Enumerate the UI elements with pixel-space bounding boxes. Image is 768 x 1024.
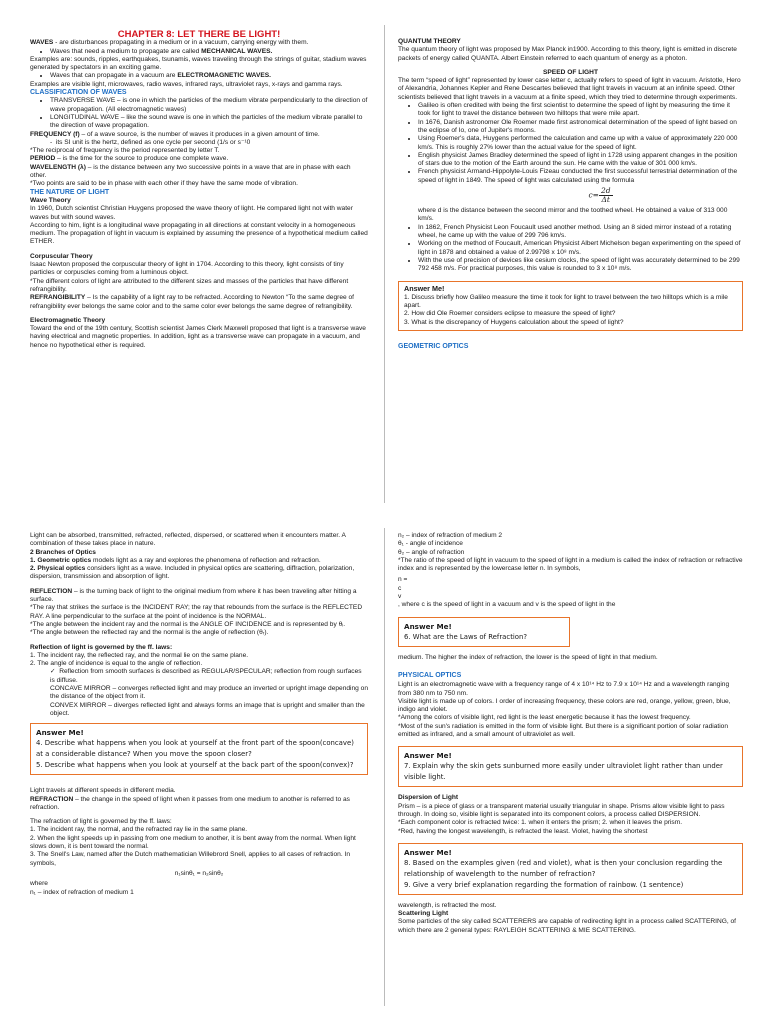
nature-heading: THE NATURE OF LIGHT — [30, 188, 110, 196]
scattering-heading: Scattering Light — [398, 910, 449, 918]
n2-def: n₂ – index of refraction of medium 2 — [398, 532, 503, 539]
corpuscular-2: *The different colors of light are attributed to the different sizes and masses of the particles that have different refrangibility. — [30, 277, 349, 293]
convex-mirror: CONVEX MIRROR – diverges reflected light and always forms an image that is upright and smaller than the object. — [50, 701, 365, 717]
dispersion-1: Prism – is a piece of glass or a transparent material usually triangular in shape. Prisms allow visible light to pass through. In doing so, visible light is separated into its component colors, a process called DISPERSION. — [398, 802, 725, 818]
light-matter-text: Light can be absorbed, transmitted, refracted, reflected, dispersed, or scattered when it encounters matter. A combination of these takes place in nature. — [30, 532, 346, 548]
speed-media-text: Light travels at different speeds in different media. — [30, 787, 176, 795]
where-label: where — [30, 880, 48, 888]
refraction-law-3: 3. The Snell's Law, named after the Dutch mathematician Willebrord Snell, applies to all cases of refraction. In symbols, — [30, 851, 350, 867]
reciprocal-note: *The reciprocal of frequency is the period represented by letter T. — [30, 147, 220, 155]
answer-box-4: Answer Me! 7. Explain why the skin gets sunburned more easily under ultraviolet light rather than under visible light. — [398, 746, 743, 787]
frequency-paragraph: FREQUENCY (f) – of a wave source, is the number of waves it produces in a given amount of time. — [30, 130, 320, 138]
mech-list: • Waves that need a medium to propagate are called MECHANICAL WAVES. — [30, 48, 368, 56]
speed-text: The term “speed of light” represented by lower case letter c, actually refers to speed of light in vacuum. Aristotle, Hero of Alexandria, Johannes Kepler and Rene Descartes believed that light travels in vacuum at an infinite speed. Other scientists believed that light travels in a vacuum at a finite speed, which they tried to determine through experiments. — [398, 77, 741, 101]
em-theory-heading: Electromagnetic Theory — [30, 316, 106, 324]
page2-left-column — [30, 532, 368, 897]
page2-right-column: n₂ – index of refraction of medium 2 θ₁ - angle of incidence θ₂ – angle of refraction *The ratio of the speed of light in vacuum to the speed of light in a medium is called the index of refraction or refractive index and is represented by the lowercase letter n. In symbols, n = c v , where c is the speed of light in a vacuum and v is the speed of light in the Answer Me! 6. What are the Laws of Refraction? medium. The higher the index of refraction, the lower is the speed of light in that medium. PHYSICAL OPTICS Light is an electromagnetic wave with a frequency range of 4 x 10¹⁴ Hz to 7.9 x 10¹⁴ Hz and a wavelength ranging from 380 nm to 750 nm. Visible light is made up of colors. I order of increasing frequency, these colors are red, orange, yellow, green, blue, indigo and violet. *Among the colors of visible light, red light is the least energetic because it has the lowest frequency. *Most of the sun's radiation is emitted in the form of visible light. But there is a significant portion of solar radiation emitted as infrared, and a small amount of ultraviolet as well. Answer Me! 7. Explain why the skin gets sunburned more easily under ultraviolet light rather than under visible light. Dispersion of Light Prism – is a piece of glass or a transparent material usually triangular in shape. Prisms allow visible light to pass through. In doing so, visible light is separated into its component colors, a process called DISPERSION. *Each component color is refracted twice: 1. when it enters the prism; 2. when it leaves the prism. *Red, having the longest wavelength, is refracted the least. Violet, having the shortest Answer Me! 8. Based on the examples given (red and violet), what is then your conclusion regarding the relationship of wavelength to the number of refraction? 9. Give a very brief explanation regarding the formation of rainbow. (1 sentence) wavelength, is refracted the most. Scattering Light Some particles of the sky called SCATTERERS are capable of redirecting light in a process called SCATTERING, of which there are 2 general types: RAYLEIGH SCATTERING & MIE SCATTERING. — [398, 532, 743, 934]
wave-theory-2: According to him, light is a longitudinal wave propagating in all directions at constant velocity in a homogeneous medium. The propagation of light in vacuum is explained by assuming the presence of a hypothetical medium called ETHER. — [30, 221, 368, 246]
quantum-text: The quantum theory of light was proposed by Max Planck in1900. According to this theory, light is emitted in discrete packets of energy called QUANTA. Albert Einstein referred to each quantum of energy as a photon. — [398, 46, 737, 62]
n1-def: n₁ – index of refraction of medium 1 — [30, 888, 134, 896]
po-4: *Most of the sun's radiation is emitted in the form of visible light. But there is a significant portion of solar radiation emitted as infrared, and a small amount of ultraviolet as well. — [398, 722, 729, 739]
corpuscular-1: Isaac Newton proposed the corpuscular theory of light in 1704. According to this theory, light consists of tiny particles or corpuscles coming from a luminous object. — [30, 261, 344, 277]
em-theory: Toward the end of the 19th century, Scottish scientist James Clerk Maxwell proposed that light is a transverse wave having electrical and magnetic properties. In addition, light as a transverse wave can propagate in a vacuum, and hence no hypothetical ether is required. — [30, 325, 366, 349]
speed-heading: SPEED OF LIGHT — [543, 68, 598, 76]
reflection-def: REFLECTION – is the turning back of light to the original medium from where it has been traveling after hitting a surface. — [30, 587, 357, 604]
wavelength-paragraph: WAVELENGTH (λ) – is the distance between any two successive points in a wave that are in phase with each other. — [30, 163, 351, 180]
fizeau-formula: c= $\frac{2d}{\Delta t}$ — [588, 186, 611, 205]
answer-box-2: Answer Me! 4. Describe what happens when you look at yourself at the front part of the spoon(concave) at a considerable distance? When you move the spoon closer? 5. Describe what happens when you look at yourself at the back part of the spoon(convex)? — [30, 723, 368, 775]
refractive-index-formula: n = — [398, 576, 408, 584]
theta2-def: θ₂ – angle of refraction — [398, 548, 465, 556]
page1-right-column — [398, 38, 743, 351]
reflection-laws-heading: Reflection of light is governed by the ff. laws: — [30, 643, 173, 651]
wave-theory-heading: Wave Theory — [30, 196, 71, 204]
period-paragraph: PERIOD – is the time for the source to produce one complete wave. — [30, 155, 229, 163]
concave-mirror: CONCAVE MIRROR – converges reflected light and may produce an inverted or upright image depending on the distance of the object from it. — [50, 685, 369, 701]
checkmark-icon: ✓ — [50, 668, 56, 676]
dispersion-3: *Red, having the longest wavelength, is refracted the least. Violet, having the shortest — [398, 827, 648, 835]
page1-column-divider — [384, 25, 385, 503]
em-list: • Waves that can propagate in a vacuum are ELECTROMAGNETIC WAVES. — [30, 72, 368, 80]
po-2: Visible light is made up of colors. I order of increasing frequency, these colors are red, orange, yellow, green, blue, indigo and violet. — [398, 697, 731, 714]
fizeau-item: • French physicist Armand-Hippolyte-Louis Fizeau conducted the first successful terrestrial determination of the speed of light in 1849. The speed of light was calculated using the formula c= $\frac{2d}{\Delta t}$ where d is the distance between the second mirror and the toothed wheel. He obtained a value of 313 000 km/s. — [418, 168, 743, 223]
po-1: Light is an electromagnetic wave with a frequency range of 4 x 10¹⁴ Hz to 7.9 x 10¹⁴ Hz and a wavelength ranging from 380 nm to 750 nm. — [398, 681, 730, 697]
bradley-item: • English physicist James Bradley determined the speed of light in 1728 using apparent changes in the position of stars due to the motion of the Earth around the sun. He came with the value of 301 000 km/s. — [418, 152, 743, 169]
theta1-def: θ₁ - angle of incidence — [398, 540, 463, 548]
waves-paragraph: WAVES - are disturbances propagating in a medium or in a vacuum, carrying energy with them. — [30, 39, 309, 47]
wavelength-most: wavelength, is refracted the most. — [398, 901, 497, 909]
wave-types-list — [30, 97, 368, 130]
law-2: 2. The angle of incidence is equal to the angle of reflection. — [30, 660, 203, 668]
page1-left-column — [30, 31, 368, 350]
medium-text: medium. The higher the index of refraction, the lower is the speed of light in that medium. — [398, 653, 658, 661]
refraction-law-2: 2. When the light speeds up in passing from one medium to another, it is bent away from the normal. When light slows down, it is bent toward the normal. — [30, 834, 356, 851]
refraction-def: REFRACTION – the change in the speed of light when it passes from one medium to another is referred to as refraction. — [30, 795, 350, 811]
refrangibility-paragraph: REFRANGIBILITY – Is the capability of a light ray to be refracted. According to Newton “To the same degree of refrangibility ever belongs the same color and to the same color ever belongs the same degree of refrangibility. — [30, 294, 354, 310]
physical-optics-heading: PHYSICAL OPTICS — [398, 671, 462, 679]
page2-column-divider — [384, 528, 385, 1006]
branches-heading: 2 Branches of Optics — [30, 548, 96, 556]
snell-formula: n₁sinθ₁ = n₂sinθ₂ — [174, 869, 224, 877]
em-examples: Examples are visible light, microwaves, radio waves, infrared rays, ultraviolet rays, x-rays and gamma rays. — [30, 80, 343, 88]
reflection-rays: *The ray that strikes the surface is the INCIDENT RAY; the ray that rebounds from the surface is the REFLECTED RAY. A line perpendicular to the surface at the point of incidence is the NORMAL. — [30, 604, 363, 620]
roemer-item: • In 1676, Danish astronomer Ole Roemer made first astronomical determination of the speed of light based on the eclipse of Io, one of Jupiter's moons. — [418, 119, 743, 136]
speed-history-list — [398, 102, 743, 273]
refractive-index-text: *The ratio of the speed of light in vacuum to the speed of light in a medium is called the index of refraction or refractive index and is represented by the lowercase letter n. In symbols, — [398, 556, 743, 573]
michelson-item: • Working on the method of Foucault, American Physicist Albert Michelson began experimenting on the speed of light in 1878 and obtained a value of 2.99798 x 10⁸ m/s. — [418, 240, 743, 257]
refraction-law-1: 1. The incident ray, the normal, and the refracted ray lie in the same plane. — [30, 826, 248, 834]
reflection-angle: *The angle between the reflected ray and the normal is the angle of reflection (θᵣ). — [30, 629, 269, 637]
answer-box-5: Answer Me! 8. Based on the examples given (red and violet), what is then your conclusion regarding the relationship of wavelength to the number of refraction? 9. Give a very brief explanation regarding the formation of rainbow. (1 sentence) — [398, 843, 743, 895]
huygens-item: • Using Roemer's data, Huygens performed the calculation and came up with a value of approximately 220 000 km/s. This is roughly 27% lower than the actual value for the speed of light. — [418, 135, 743, 152]
answer-box-1: Answer Me! 1. Discuss briefly how Galileo measure the time it took for light to travel between the two hilltops which is a mile apart. 2. How did Ole Roemer considers eclipse to measure the speed of light? 3. What is the discrepancy of Huygens calculation about the speed of light? — [398, 281, 743, 330]
physical-optics-def: 2. Physical optics considers light as a wave. Included in physical optics are scattering, diffraction, polarization, dispersion, transmission and absorption of light. — [30, 565, 355, 581]
foucault-item: • In 1862, French Physicist Leon Foucault used another method. Using an 8 sided mirror instead of a rotating wheel, he came up with the value of 299 796 km/s. — [418, 224, 743, 241]
geometric-optics-def: 1. Geometric optics models light as a ray and explores the phenomena of reflection and refraction. — [30, 556, 321, 564]
scattering-text: Some particles of the sky called SCATTERERS are capable of redirecting light in a process called SCATTERING, of which there are 2 general types: RAYLEIGH SCATTERING & MIE SCATTERING. — [398, 918, 737, 934]
po-3: *Among the colors of visible light, red light is the least energetic because it has the lowest frequency. — [398, 714, 691, 722]
quantum-heading: QUANTUM THEORY — [398, 38, 461, 45]
frequency-unit: - its SI unit is the hertz, defined as one cycle per second (1/s or s⁻¹0 — [50, 138, 251, 146]
refraction-laws-heading: The refraction of light is governed by the ff. laws: — [30, 818, 172, 826]
phase-note: *Two points are said to be in phase with each other if they have the same mode of vibration. — [30, 180, 298, 188]
modern-item: • With the use of precision of devices like cesium clocks, the speed of light was accurately determined to be 299 792 458 m/s. For practical purposes, this value is rounded to 3 x 10⁸ m/s. — [418, 257, 743, 274]
galileo-item: • Galileo is often credited with being the first scientist to determine the speed of light by measuring the time it took for light to travel the distance between two hilltops that were mile apart. — [418, 102, 743, 119]
geometric-optics-heading: GEOMETRIC OPTICS — [398, 342, 469, 350]
corpuscular-heading: Corpuscular Theory — [30, 252, 93, 260]
dispersion-2: *Each component color is refracted twice: 1. when it enters the prism; 2. when it leaves the prism. — [398, 819, 683, 827]
dispersion-heading: Dispersion of Light — [398, 794, 459, 802]
specular-note: ✓ Reflection from smooth surfaces is described as REGULAR/SPECULAR; reflection from rough surfaces is diffuse. — [50, 668, 362, 684]
chapter-title: CHAPTER 8: LET THERE BE LIGHT! — [117, 29, 281, 40]
longitudinal-item: • LONGITUDINAL WAVE – like the sound wave is one in which the particles of the medium vibrate parallel to the direction of wave propagation. — [50, 114, 368, 131]
law-1: 1. The incident ray, the reflected ray, and the normal lie on the same plane. — [30, 651, 249, 659]
transverse-item: • TRANSVERSE WAVE – is one in which the particles of the medium vibrate perpendicularly to the direction of wave propagation. (All electromagnetic waves) — [50, 97, 368, 114]
classification-heading: CLASSIFICATION OF WAVES — [30, 89, 127, 97]
mech-examples: Examples are: sounds, ripples, earthquakes, tsunamis, waves traveling through the strings of guitar, stadium waves generated by spectators in an exciting game. — [30, 55, 367, 72]
wave-theory-1: In 1960, Dutch scientist Christian Huygens proposed the wave theory of light. He compared light not with water waves but with sound waves. — [30, 205, 353, 221]
answer-box-3: Answer Me! 6. What are the Laws of Refraction? — [398, 617, 570, 647]
reflection-incidence: *The angle between the incident ray and the normal is the ANGLE OF INCIDENCE and is represented by θᵢ. — [30, 620, 346, 628]
